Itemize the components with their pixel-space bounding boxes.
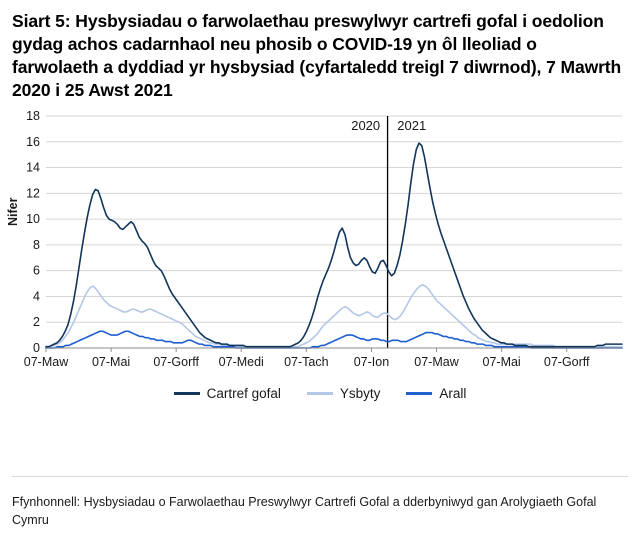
x-tick-label: 07-Gorff — [153, 355, 199, 370]
series-line-ysbyty — [46, 285, 622, 348]
y-axis-label: Nifer — [6, 197, 20, 227]
y-tick-label: 6 — [33, 264, 40, 279]
y-tick-label: 4 — [33, 289, 40, 304]
legend-label-cartref-gofal: Cartref gofal — [206, 386, 281, 402]
footer-divider — [12, 476, 628, 477]
y-tick-label: 18 — [26, 109, 40, 124]
x-tick-label: 07-Medi — [218, 355, 264, 370]
y-tick-label: 12 — [26, 186, 40, 201]
y-tick-label: 16 — [26, 135, 40, 150]
x-tick-label: 07-Tach — [284, 355, 329, 370]
chart-legend — [12, 386, 628, 401]
legend-swatch-arall — [406, 392, 432, 395]
x-tick-label: 07-Maw — [414, 355, 459, 370]
x-tick-label: 07-Ion — [353, 355, 390, 370]
page-title: Siart 5: Hysbysiadau o farwolaethau preswylwyr cartrefi gofal i oedolion gydag achos cadarnhaol neu phosib o COVID-19 yn ôl lleoliad o farwolaeth a dyddiad yr hysbysiad (cyfartaledd treigl 7 diwrnod), 7 Mawrth 2020 i 25 Awst 2021 — [12, 11, 622, 101]
legend-label-arall: Arall — [439, 386, 467, 402]
legend-item-ysbyty — [307, 386, 381, 401]
legend-label-ysbyty: Ysbyty — [339, 386, 381, 402]
y-tick-label: 10 — [26, 212, 40, 227]
x-tick-label: 07-Maw — [23, 355, 69, 370]
y-tick-label: 14 — [26, 160, 40, 175]
legend-swatch-ysbyty — [307, 392, 333, 395]
year-annotation: 2020 — [351, 118, 381, 134]
y-tick-label: 2 — [33, 315, 40, 330]
line-chart — [12, 108, 628, 378]
source-note: Ffynhonnell: Hysbysiadau o Farwolaethau Preswylwyr Cartrefi Gofal a dderbyniwyd gan Arolygiaeth Gofal Cymru — [12, 494, 597, 527]
chart-area — [6, 108, 628, 378]
legend-item-arall — [406, 386, 466, 401]
x-tick-label: 07-Gorff — [543, 355, 590, 370]
x-tick-label: 07-Mai — [482, 355, 521, 370]
x-tick-label: 07-Mai — [91, 355, 131, 370]
y-tick-label: 0 — [33, 341, 40, 356]
legend-item-cartref-gofal — [174, 386, 281, 401]
year-annotation: 2021 — [397, 118, 427, 134]
legend-swatch-cartref-gofal — [174, 392, 200, 395]
y-tick-label: 8 — [33, 238, 40, 253]
